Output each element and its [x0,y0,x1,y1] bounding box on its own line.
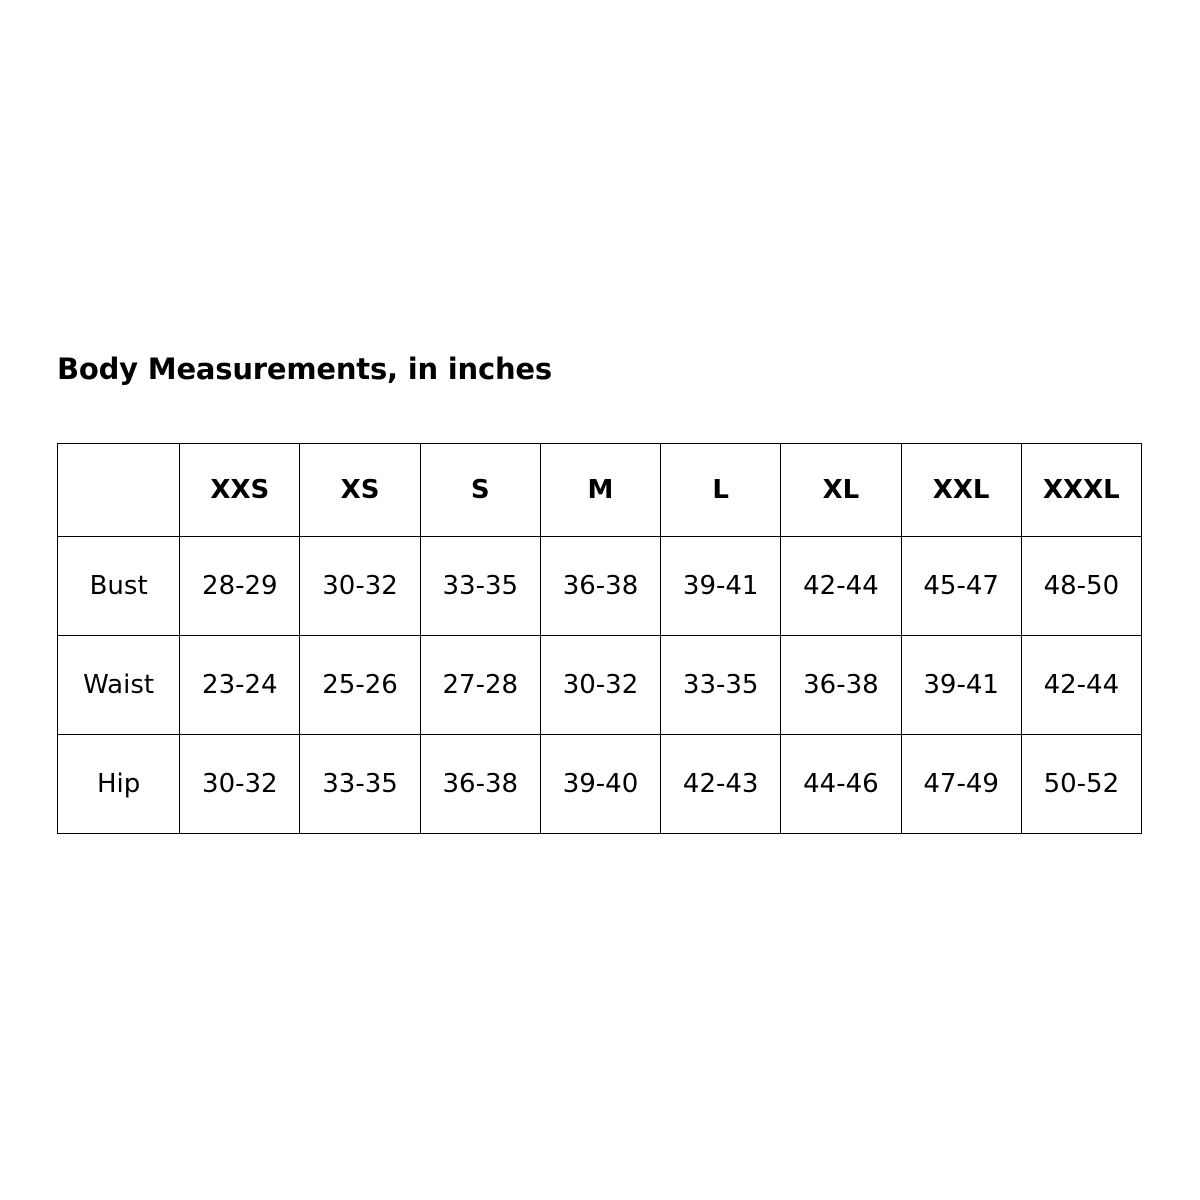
table-row [58,735,1142,834]
cell-hip-xxs: 30-32 [180,735,300,834]
size-chart-table-container [57,443,1142,834]
cell-hip-xl: 44-46 [781,735,901,834]
row-label-hip: Hip [58,735,180,834]
cell-bust-m: 36-38 [540,537,660,636]
column-header-xl: XL [781,444,901,537]
row-label-waist: Waist [58,636,180,735]
cell-hip-xxl: 47-49 [901,735,1021,834]
cell-waist-xxxl: 42-44 [1021,636,1141,735]
cell-waist-xl: 36-38 [781,636,901,735]
table-header [58,444,1142,537]
cell-bust-xs: 30-32 [300,537,420,636]
cell-bust-xxs: 28-29 [180,537,300,636]
row-label-bust: Bust [58,537,180,636]
cell-hip-s: 36-38 [420,735,540,834]
cell-hip-xxxl: 50-52 [1021,735,1141,834]
column-header-xxl: XXL [901,444,1021,537]
cell-hip-l: 42-43 [661,735,781,834]
cell-waist-l: 33-35 [661,636,781,735]
table-corner-cell [58,444,180,537]
column-header-m: M [540,444,660,537]
cell-waist-xs: 25-26 [300,636,420,735]
column-header-s: S [420,444,540,537]
table-row [58,537,1142,636]
page-title: Body Measurements, in inches [57,352,552,386]
table-header-row [58,444,1142,537]
cell-bust-xxl: 45-47 [901,537,1021,636]
cell-waist-s: 27-28 [420,636,540,735]
column-header-l: L [661,444,781,537]
cell-bust-l: 39-41 [661,537,781,636]
size-chart-table [57,443,1142,834]
column-header-xxxl: XXXL [1021,444,1141,537]
cell-bust-s: 33-35 [420,537,540,636]
cell-hip-m: 39-40 [540,735,660,834]
column-header-xxs: XXS [180,444,300,537]
cell-waist-m: 30-32 [540,636,660,735]
cell-waist-xxl: 39-41 [901,636,1021,735]
table-body [58,537,1142,834]
cell-bust-xxxl: 48-50 [1021,537,1141,636]
cell-waist-xxs: 23-24 [180,636,300,735]
column-header-xs: XS [300,444,420,537]
table-row [58,636,1142,735]
cell-bust-xl: 42-44 [781,537,901,636]
cell-hip-xs: 33-35 [300,735,420,834]
